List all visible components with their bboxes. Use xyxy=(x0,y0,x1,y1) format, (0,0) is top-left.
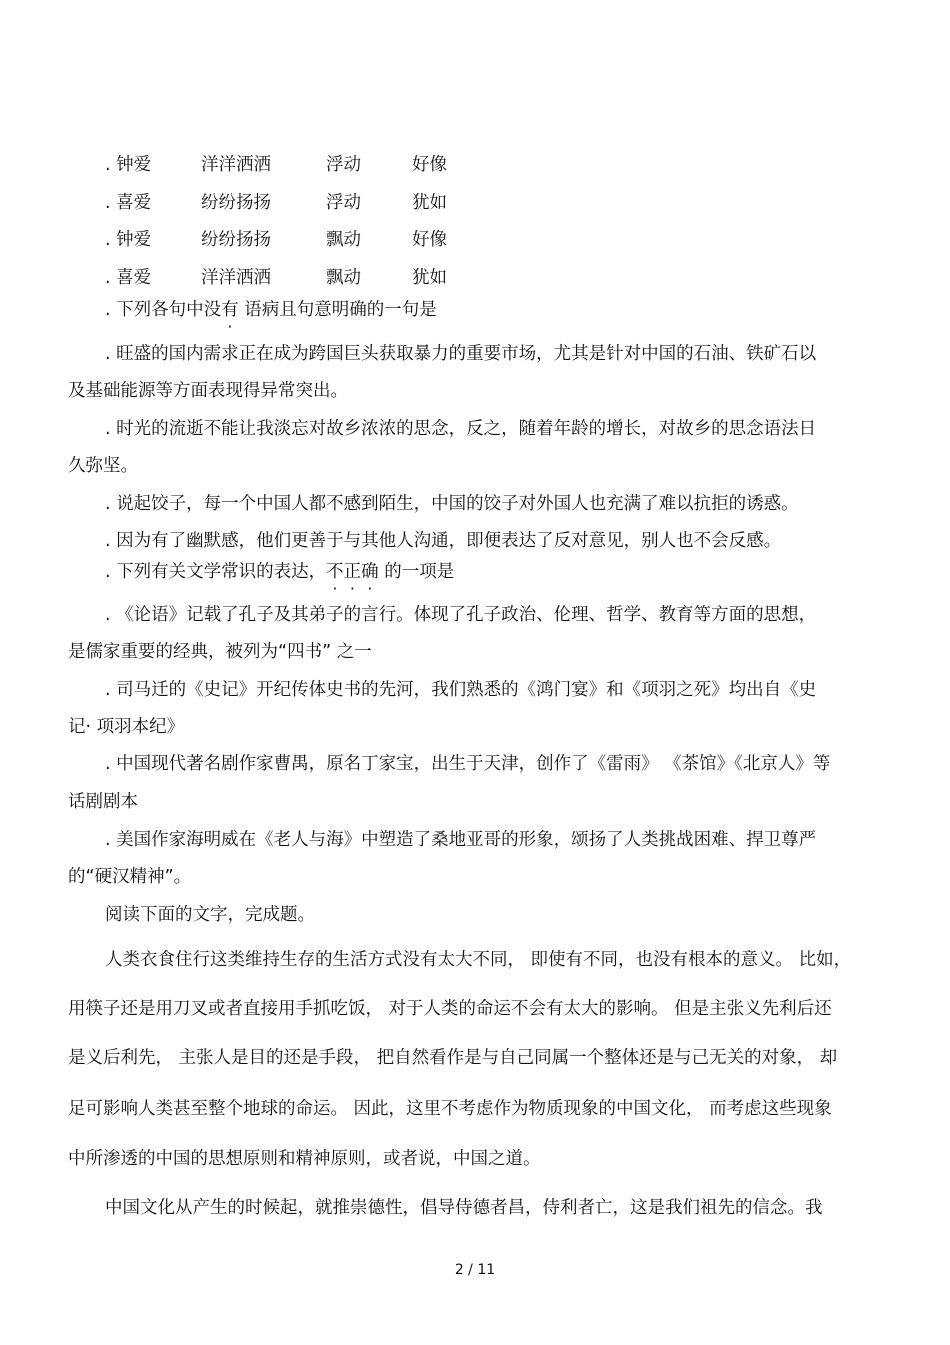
question-stem xyxy=(105,299,437,321)
option-word: 犹如 xyxy=(412,268,447,288)
option-word: 好像 xyxy=(412,155,447,175)
option-word: 洋洋洒洒 xyxy=(201,268,271,288)
emphasis-char: 有 xyxy=(221,300,239,320)
reading-paragraph-line: 足可影响人类甚至整个地球的命运。 因此，这里不考虑作为物质现象的中国文化， 而考虑这些现象 xyxy=(68,1099,832,1119)
answer-option: . 旺盛的国内需求正在成为跨国巨头获取暴力的重要市场，尤其是针对中国的石油、铁矿石以 xyxy=(105,344,817,364)
emphasis-char: 不 xyxy=(326,562,344,582)
emphasis-char: 正 xyxy=(343,562,362,582)
answer-option-continued: 及基础能源等方面表现得异常突出。 xyxy=(68,381,348,401)
emphasis-char: 确 xyxy=(361,562,379,582)
answer-option: . 时光的流逝不能让我淡忘对故乡浓浓的思念，反之，随着年龄的增长，对故乡的思念语法日 xyxy=(105,419,817,439)
answer-option: . 美国作家海明威在《老人与海》中塑造了桑地亚哥的形象，颂扬了人类挑战困难、捍卫尊严 xyxy=(105,830,817,850)
answer-option-continued: 久弥坚。 xyxy=(68,456,138,476)
option-word: 洋洋洒洒 xyxy=(201,155,271,175)
question-stem-text: . 下列有关文学常识的表达， xyxy=(105,562,327,582)
question-stem-text: 的一项是 xyxy=(378,562,455,582)
option-word: 纷纷扬扬 xyxy=(201,230,271,250)
question-stem xyxy=(105,561,454,583)
answer-option: . 因为有了幽默感，他们更善于与其他人沟通，即便表达了反对意见，别人也不会反感。 xyxy=(105,531,782,551)
option-label: . 钟爱 xyxy=(105,155,152,175)
option-word: 浮动 xyxy=(326,155,361,175)
answer-option-continued: 记· 项羽本纪》 xyxy=(68,717,185,737)
reading-instruction: 阅读下面的文字，完成题。 xyxy=(105,905,315,925)
question-stem-text: 语病且句意明确的一句是 xyxy=(238,300,437,320)
option-word: 好像 xyxy=(412,230,447,250)
option-label: . 钟爱 xyxy=(105,230,152,250)
answer-option-continued: 是儒家重要的经典，被列为“四书” 之一 xyxy=(68,642,372,662)
answer-option-continued: 话剧剧本 xyxy=(68,792,138,812)
answer-option: . 司马迁的《史记》开纪传体史书的先河，我们熟悉的《鸿门宴》和《项羽之死》均出自《史 xyxy=(105,680,817,700)
option-word: 飘动 xyxy=(326,230,361,250)
reading-paragraph-line: 是义后利先， 主张人是目的还是手段， 把自然看作是与自己同属一个整体还是与己无关的对象， 却 xyxy=(68,1048,838,1068)
question-stem-text: . 下列各句中没 xyxy=(105,300,222,320)
reading-paragraph-line: 人类衣食住行这类维持生存的生活方式没有太大不同， 即使有不同，也没有根本的意义。 比如， xyxy=(105,950,852,970)
reading-paragraph-line: 中国文化从产生的时候起，就推崇德性，倡导侍德者昌，侍利者亡，这是我们祖先的信念。我 xyxy=(105,1198,823,1218)
option-word: 纷纷扬扬 xyxy=(201,193,271,213)
option-label: . 喜爱 xyxy=(105,268,152,288)
reading-paragraph-line: 用筷子还是用刀叉或者直接用手抓吃饭， 对于人类的命运不会有太大的影响。 但是主张义先利后还 xyxy=(68,999,832,1019)
page-number: 2 / 11 xyxy=(454,1262,496,1278)
answer-option-continued: 的“硬汉精神”。 xyxy=(68,867,192,887)
answer-option: . 说起饺子，每一个中国人都不感到陌生，中国的饺子对外国人也充满了难以抗拒的诱惑。 xyxy=(105,494,799,514)
answer-option: . 中国现代著名剧作家曹禺，原名丁家宝，出生于天津，创作了《雷雨》 《茶馆》《北京人》等 xyxy=(105,754,831,774)
option-label: . 喜爱 xyxy=(105,193,152,213)
option-word: 犹如 xyxy=(412,193,447,213)
option-word: 浮动 xyxy=(326,193,361,213)
reading-paragraph-line: 中所渗透的中国的思想原则和精神原则，或者说，中国之道。 xyxy=(68,1149,541,1169)
answer-option: . 《论语》记载了孔子及其弟子的言行。体现了孔子政治、伦理、哲学、教育等方面的思想， xyxy=(105,605,817,625)
option-word: 飘动 xyxy=(326,268,361,288)
